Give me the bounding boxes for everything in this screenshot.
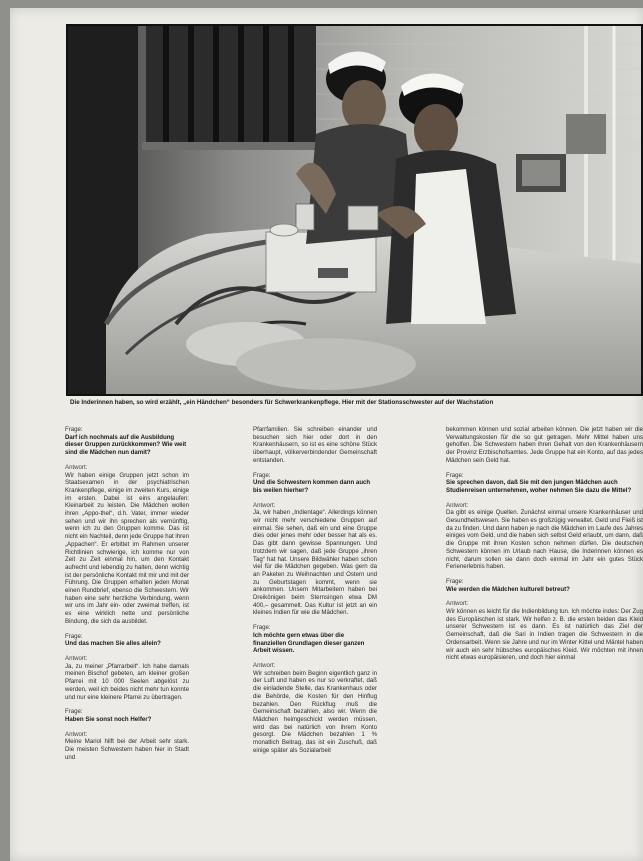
answer-label: Antwort: bbox=[446, 501, 469, 509]
answer-text: Ja, wir haben „Indientage“. Allerdings können wir nicht mehr verschiedene Gruppen auf einmal. Sie sehen, daß ein und eine Gruppe dies oder jenes mehr oder besser hat als es. Das gibt dann gewisse Spannungen. Und trotzdem wir sagen, daß jede Gruppe „ihren Tag“ hat hat. Unsere Bildwähler haben schon viel für die Mädchen gegeben. Was gern da an Paketen zu Weihnachten und Ostern und zu Geburtstagen kommt, wenn sie ankommen. Unsern Mitarbeitern haben bei Dreikönigen beim Sternsingen etwa DM 400,– gesammelt. Das Kultur ist jetzt an ein kleines Indien für wie die Mädchen. bbox=[253, 509, 377, 617]
qa-block bbox=[446, 600, 643, 662]
question-text: Und das machen Sie alles allein? bbox=[65, 640, 161, 648]
answer-text: bekommen können und sozial arbeiten können. Die jetzt haben wir die Verwaltungskosten für die so gut getragen. Mehr Mittel haben uns geholfen. Die Schwestern haben ihren Gehalt von den Krankenhäusern der Provinz Erzbischofsamtes. Jede Gruppe hat ein Konto, auf das jedes Mädchen sein Geld hat. bbox=[446, 426, 643, 464]
qa-block bbox=[253, 502, 377, 618]
question-label: Frage: bbox=[446, 471, 464, 479]
question-text: Haben Sie sonst noch Helfer? bbox=[65, 715, 152, 723]
answer-label: Antwort: bbox=[253, 501, 276, 509]
qa-block bbox=[65, 633, 189, 648]
question-text: Sie sprechen davon, daß Sie mit den jungen Mädchen auch Studienreisen unternehmen, woher nehmen Sie dazu die Mittel? bbox=[446, 479, 632, 494]
text-column-3 bbox=[446, 426, 643, 669]
answer-text: Wir können es leicht für die Indienbildung tun. Ich möchte indes: Der Zug des Europäischen ist stark. Wir helfen z. B. die ersten beiden das Kleid unserer Schwestern ist es dann. Es ist natürlich das Ziel der Gemeinschaft, daß die Sari in Indien tragen die Schwestern in die Ordensarbeit. Wenn sie Jahre und nur im Winter Kittel und Mäntel haben wir auch ein sehr hübsches europäisches Kleid. Wir möchten mit ihnen nicht etwas europäisieren, und doch hier einmal bbox=[446, 608, 643, 662]
qa-block bbox=[65, 731, 189, 762]
question-label: Frage: bbox=[253, 471, 271, 479]
text-column-1 bbox=[65, 426, 189, 768]
photo-caption: Die Inderinnen haben, so wird erzählt, „ein Händchen“ besonders für Schwerkrankenpflege. Hier mit der Stationsschwester auf der Wachstation bbox=[70, 399, 494, 406]
photo-nurses-hospital-bed-icon bbox=[66, 24, 643, 396]
question-label: Frage: bbox=[65, 708, 83, 716]
magazine-page bbox=[10, 8, 643, 861]
answer-text: Da gibt es einige Quellen. Zunächst einmal unsere Krankenhäuser und Gesundheitswesen. Sie haben es großzügig verwaltet. Geld und Fleiß ist da zu finden. Und dann haben je nach die Mädchen im Laufe des Jahres einiges vom Geld, und die haben sich selbst Geld erlaubt, um dann, daß die Gruppe mit ihren Kosten schon nehmen dürfen. Die deutschen Schwestern können im Urlaub nach Hause, die Inderinnen können es nicht, darum sollen sie dann doch einmal im Jahr ein gutes Stück Ferienerlebnis haben. bbox=[446, 509, 643, 571]
question-label: Frage: bbox=[65, 632, 83, 640]
qa-block bbox=[253, 426, 377, 465]
nurses-photo bbox=[66, 24, 643, 396]
answer-text: Pfarrfamilien. Sie schreiben einander und besuchen sich hier oder dort in den Krankenhäusern, so ist es eine schöne Stück überhaupt, völkerverbindender Gemeinschaft entstanden. bbox=[253, 426, 377, 464]
qa-block bbox=[446, 502, 643, 571]
qa-block bbox=[446, 472, 643, 495]
qa-block bbox=[65, 426, 189, 457]
qa-block bbox=[253, 662, 377, 754]
qa-block bbox=[446, 578, 643, 593]
answer-text: Meine Mariol hilft bei der Arbeit sehr stark. Die meisten Schwestern haben hier in Stadt und bbox=[65, 738, 189, 761]
answer-label: Antwort: bbox=[446, 600, 469, 608]
question-text: Ich möchte gern etwas über die finanziellen Grundlagen dieser ganzen Arbeit wissen. bbox=[253, 631, 365, 655]
text-column-2 bbox=[253, 426, 377, 761]
answer-text: Ja, zu meiner „Pfarrarbeit“. Ich habe damals meinen Bischof gebeten, am kleiner großen Pfarrei mit 10 000 Seelen abgelöst zu werden, weil ich beides nicht mehr tun konnte und nur eine kleinere Pfarrei zu übertragen. bbox=[65, 662, 189, 701]
qa-block bbox=[65, 464, 189, 626]
question-label: Frage: bbox=[446, 577, 464, 585]
answer-label: Antwort: bbox=[65, 730, 88, 738]
question-label: Frage: bbox=[253, 624, 271, 632]
question-label: Frage: bbox=[65, 426, 83, 433]
answer-label: Antwort: bbox=[65, 463, 88, 471]
answer-label: Antwort: bbox=[65, 654, 88, 662]
qa-block bbox=[446, 426, 643, 465]
answer-text: Wir schreiben beim Beginn eigentlich ganz in der Luft und haben es nur so verkraftet, daß die einladende Stelle, das Krankenhaus oder die Behörde, die Kosten für den Hinflug bezahlen. Den Rückflug muß die Gemeinschaft bezahlen, also wir. Wenn die Mädchen heimgeschickt werden müssen, wird das bei natürlich von ihrem Konto gesorgt. Die Mädchen bezahlen 1 % monatlich Beitrag, das ist ein Zuschuß, daß einige später als Sozialarbeit bbox=[253, 669, 377, 754]
answer-label: Antwort: bbox=[253, 661, 276, 669]
qa-block bbox=[253, 624, 377, 655]
qa-block bbox=[65, 708, 189, 723]
question-text: Und die Schwestern kommen dann auch bis weilen hierher? bbox=[253, 479, 371, 494]
question-text: Wie werden die Mädchen kulturell betreut? bbox=[446, 585, 570, 593]
qa-block bbox=[253, 472, 377, 495]
question-text: Darf ich nochmals auf die Ausbildung dieser Gruppen zurückkommen? Wie weit sind die Mädchen nun damit? bbox=[65, 433, 187, 457]
answer-text: Wir haben einige Gruppen jetzt schon im Staatsexamen in der psychiatrischen Krankenpflege, einige im zweiten Kurs, einige im ersten. Dabei ist eins angelaufen: Kleinarbeit zu leisten. Die Mädchen wollen ihren „Appo-thel“, d.h. Vater, immer wieder sehen und wir ihn sprechen als vernünftig, wenn ich zu den Gruppen komme. Das ist nicht ein Nachteil, denn jede Gruppe hat ihren „Appachen“. Er erbittet im Rahmen unserer Richtlinien schwierige, ich komme nur von Zeit zu Zeit einmal hin, um den Kontakt aufrecht und lebendig zu halten, denn wichtig ist der persönliche Kontakt mit mir und mit der Führung. Die Gruppen erhalten jeden Monat einen Rundbrief, ebenso die Schwestern. Wir haben eine sehr herzliche Verbindung, wenn wir uns im Jahr ein- oder zweimal treffen, ist es eine wirklich nette und persönliche Bindung, die sich da ausbildet. bbox=[65, 471, 189, 625]
qa-block bbox=[65, 655, 189, 701]
